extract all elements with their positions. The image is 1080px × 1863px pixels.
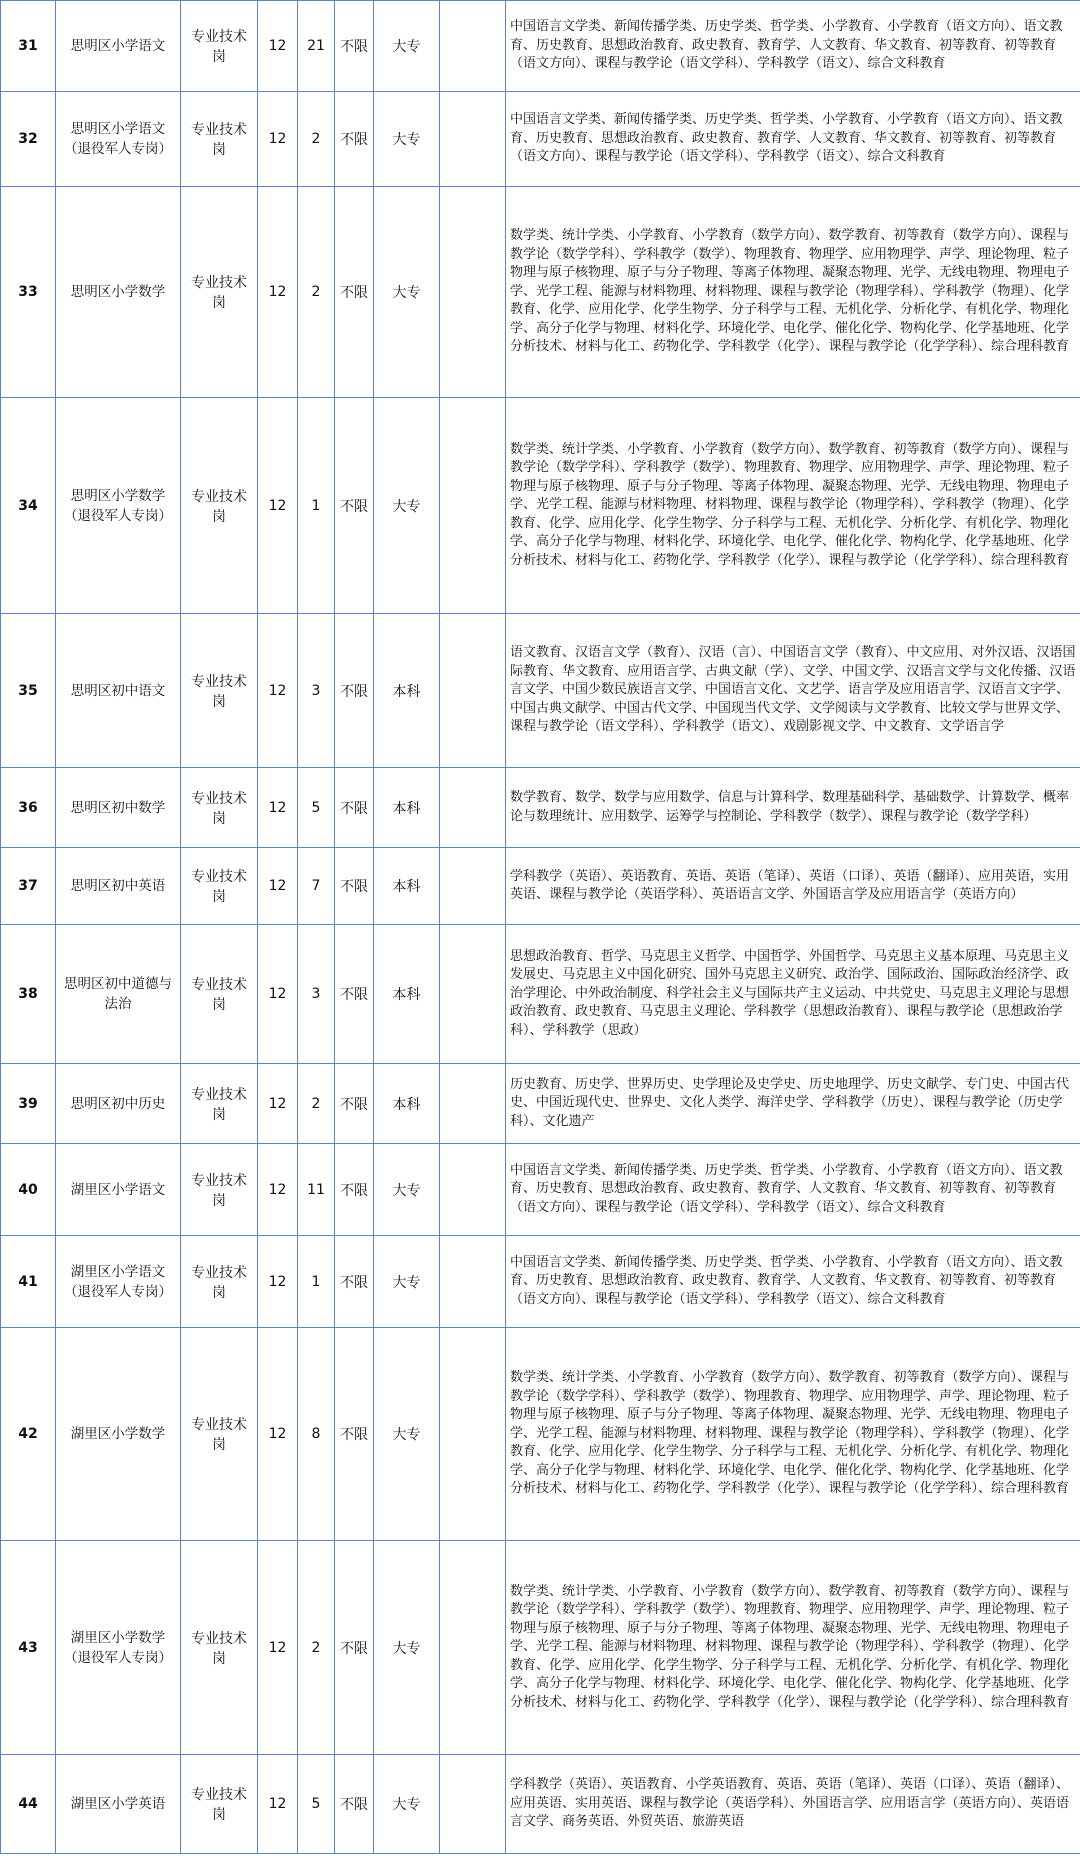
education-requirement: 本科 (374, 768, 440, 848)
row-number: 33 (1, 187, 56, 398)
position-name: 湖里区小学数学（退役军人专岗） (56, 1541, 181, 1755)
position-type: 专业技术岗 (181, 1064, 258, 1144)
position-grade: 12 (258, 1064, 298, 1144)
row-number: 40 (1, 1144, 56, 1236)
hiring-count: 1 (298, 398, 335, 614)
position-type: 专业技术岗 (181, 614, 258, 768)
row-number: 34 (1, 398, 56, 614)
table-row (1, 848, 1080, 925)
age-requirement: 不限 (335, 768, 374, 848)
position-type: 专业技术岗 (181, 1755, 258, 1854)
empty-cell (440, 1, 506, 92)
table-row (1, 1144, 1080, 1236)
position-type: 专业技术岗 (181, 848, 258, 925)
table-row (1, 614, 1080, 768)
empty-cell (440, 614, 506, 768)
age-requirement: 不限 (335, 1328, 374, 1541)
position-type: 专业技术岗 (181, 187, 258, 398)
empty-cell (440, 1541, 506, 1755)
row-number: 43 (1, 1541, 56, 1755)
age-requirement: 不限 (335, 1236, 374, 1328)
age-requirement: 不限 (335, 1, 374, 92)
major-requirements: 中国语言文学类、新闻传播学类、历史学类、哲学类、小学教育、小学教育（语文方向）、语文教育、历史教育、思想政治教育、政史教育、教育学、人文教育、华文教育、初等教育、初等教育（语文方向）、课程与教学论（语文学科）、学科教学（语文）、综合文科教育 (506, 1144, 1080, 1236)
row-number: 31 (1, 1, 56, 92)
table-row (1, 1755, 1080, 1854)
position-name: 思明区初中语文 (56, 614, 181, 768)
empty-cell (440, 1328, 506, 1541)
education-requirement: 本科 (374, 925, 440, 1064)
empty-cell (440, 1144, 506, 1236)
major-requirements: 中国语言文学类、新闻传播学类、历史学类、哲学类、小学教育、小学教育（语文方向）、语文教育、历史教育、思想政治教育、政史教育、教育学、人文教育、华文教育、初等教育、初等教育（语文方向）、课程与教学论（语文学科）、学科教学（语文）、综合文科教育 (506, 1, 1080, 92)
education-requirement: 本科 (374, 614, 440, 768)
hiring-count: 5 (298, 1755, 335, 1854)
major-requirements: 语文教育、汉语言文学（教育）、汉语（言）、中国语言文学（教育）、中文应用、对外汉语、汉语国际教育、华文教育、应用语言学、古典文献（学）、文学、中国文学、汉语言文学与文化传播、汉语言文学、中国少数民族语言文学、中国语言文化、文艺学、语言学及应用语言学、汉语言文字学、中国古典文献学、中国古代文学、中国现当代文学、文学阅读与文学教育、比较文学与世界文学、课程与教学论（语文学科）、学科教学（语文）、戏剧影视文学、中文教育、文学语言学 (506, 614, 1080, 768)
hiring-count: 2 (298, 1541, 335, 1755)
position-name: 湖里区小学数学 (56, 1328, 181, 1541)
major-requirements: 中国语言文学类、新闻传播学类、历史学类、哲学类、小学教育、小学教育（语文方向）、语文教育、历史教育、思想政治教育、政史教育、教育学、人文教育、华文教育、初等教育、初等教育（语文方向）、课程与教学论（语文学科）、学科教学（语文）、综合文科教育 (506, 92, 1080, 187)
position-name: 湖里区小学语文（退役军人专岗） (56, 1236, 181, 1328)
position-name: 湖里区小学英语 (56, 1755, 181, 1854)
empty-cell (440, 1236, 506, 1328)
empty-cell (440, 187, 506, 398)
major-requirements: 学科教学（英语）、英语教育、英语、英语（笔译）、英语（口译）、英语（翻译）、应用英语，实用英语、课程与教学论（英语学科）、英语语言文学、外国语言学及应用语言学（英语方向） (506, 848, 1080, 925)
position-name: 思明区小学语文（退役军人专岗） (56, 92, 181, 187)
row-number: 36 (1, 768, 56, 848)
education-requirement: 大专 (374, 187, 440, 398)
hiring-count: 7 (298, 848, 335, 925)
position-name: 思明区小学语文 (56, 1, 181, 92)
table-row (1, 187, 1080, 398)
position-name: 思明区初中道德与法治 (56, 925, 181, 1064)
position-grade: 12 (258, 1236, 298, 1328)
table-body (1, 1, 1080, 1854)
empty-cell (440, 398, 506, 614)
age-requirement: 不限 (335, 1144, 374, 1236)
hiring-count: 3 (298, 614, 335, 768)
table-row (1, 768, 1080, 848)
position-type: 专业技术岗 (181, 1236, 258, 1328)
table-row (1, 1, 1080, 92)
position-grade: 12 (258, 614, 298, 768)
empty-cell (440, 925, 506, 1064)
hiring-count: 5 (298, 768, 335, 848)
age-requirement: 不限 (335, 1541, 374, 1755)
row-number: 38 (1, 925, 56, 1064)
empty-cell (440, 1064, 506, 1144)
row-number: 37 (1, 848, 56, 925)
age-requirement: 不限 (335, 187, 374, 398)
hiring-count: 2 (298, 1064, 335, 1144)
table-row (1, 1064, 1080, 1144)
row-number: 41 (1, 1236, 56, 1328)
position-grade: 12 (258, 398, 298, 614)
hiring-count: 2 (298, 92, 335, 187)
education-requirement: 大专 (374, 1236, 440, 1328)
major-requirements: 数学类、统计学类、小学教育、小学教育（数学方向）、数学教育、初等教育（数学方向）、课程与教学论（数学学科）、学科教学（数学）、物理教育、物理学、应用物理学、声学、理论物理、粒子物理与原子核物理、原子与分子物理、等离子体物理、凝聚态物理、光学、无线电物理、物理电子学、光学工程、能源与材料物理、材料物理、课程与教学论（物理学科）、学科教学（物理）、化学教育、化学、应用化学、化学生物学、分子科学与工程、无机化学、分析化学、有机化学、物理化学、高分子化学与物理、材料化学、环境化学、电化学、催化化学、物构化学、化学基地班、化学分析技术、材料与化工、药物化学、学科教学（化学）、课程与教学论（化学学科）、综合理科教育 (506, 1328, 1080, 1541)
major-requirements: 数学类、统计学类、小学教育、小学教育（数学方向）、数学教育、初等教育（数学方向）、课程与教学论（数学学科）、学科教学（数学）、物理教育、物理学、应用物理学、声学、理论物理、粒子物理与原子核物理、原子与分子物理、等离子体物理、凝聚态物理、光学、无线电物理、物理电子学、光学工程、能源与材料物理、材料物理、课程与教学论（物理学科）、学科教学（物理）、化学教育、化学、应用化学、化学生物学、分子科学与工程、无机化学、分析化学、有机化学、物理化学、高分子化学与物理、材料化学、环境化学、电化学、催化化学、物构化学、化学基地班、化学分析技术、材料与化工、药物化学、学科教学（化学）、课程与教学论（化学学科）、综合理科教育 (506, 398, 1080, 614)
major-requirements: 数学教育、数学、数学与应用数学、信息与计算科学、数理基础科学、基础数学、计算数学、概率论与数理统计、应用数学、运筹学与控制论、学科教学（数学）、课程与教学论（数学学科） (506, 768, 1080, 848)
row-number: 44 (1, 1755, 56, 1854)
age-requirement: 不限 (335, 848, 374, 925)
age-requirement: 不限 (335, 92, 374, 187)
education-requirement: 大专 (374, 398, 440, 614)
major-requirements: 思想政治教育、哲学、马克思主义哲学、中国哲学、外国哲学、马克思主义基本原理、马克思主义发展史、马克思主义中国化研究、国外马克思主义研究、政治学、国际政治、国际政治经济学、政治学理论、中外政治制度、科学社会主义与国际共产主义运动、中共党史、马克思主义理论与思想政治教育、政史教育、马克思主义理论、学科教学（思想政治教育）、课程与教学论（思想政治学科）、学科教学（思政） (506, 925, 1080, 1064)
position-name: 思明区初中英语 (56, 848, 181, 925)
position-grade: 12 (258, 1755, 298, 1854)
position-grade: 12 (258, 768, 298, 848)
empty-cell (440, 848, 506, 925)
empty-cell (440, 1755, 506, 1854)
position-name: 思明区小学数学 (56, 187, 181, 398)
hiring-count: 2 (298, 187, 335, 398)
position-name: 思明区小学数学（退役军人专岗） (56, 398, 181, 614)
major-requirements: 历史教育、历史学、世界历史、史学理论及史学史、历史地理学、历史文献学、专门史、中国古代史、中国近现代史、世界史、文化人类学、海洋史学、学科教学（历史）、课程与教学论（历史学科）、文化遗产 (506, 1064, 1080, 1144)
empty-cell (440, 92, 506, 187)
age-requirement: 不限 (335, 1755, 374, 1854)
major-requirements: 数学类、统计学类、小学教育、小学教育（数学方向）、数学教育、初等教育（数学方向）、课程与教学论（数学学科）、学科教学（数学）、物理教育、物理学、应用物理学、声学、理论物理、粒子物理与原子核物理、原子与分子物理、等离子体物理、凝聚态物理、光学、无线电物理、物理电子学、光学工程、能源与材料物理、材料物理、课程与教学论（物理学科）、学科教学（物理）、化学教育、化学、应用化学、化学生物学、分子科学与工程、无机化学、分析化学、有机化学、物理化学、高分子化学与物理、材料化学、环境化学、电化学、催化化学、物构化学、化学基地班、化学分析技术、材料与化工、药物化学、学科教学（化学）、课程与教学论（化学学科）、综合理科教育 (506, 187, 1080, 398)
hiring-count: 8 (298, 1328, 335, 1541)
position-type: 专业技术岗 (181, 925, 258, 1064)
education-requirement: 大专 (374, 92, 440, 187)
education-requirement: 本科 (374, 1064, 440, 1144)
age-requirement: 不限 (335, 398, 374, 614)
position-type: 专业技术岗 (181, 768, 258, 848)
major-requirements: 学科教学（英语）、英语教育、小学英语教育、英语、英语（笔译）、英语（口译）、英语（翻译）、应用英语、实用英语、课程与教学论（英语学科）、外国语言学、应用语言学（英语方向）、英语语言文学、商务英语、外贸英语、旅游英语 (506, 1755, 1080, 1854)
position-grade: 12 (258, 1, 298, 92)
position-grade: 12 (258, 187, 298, 398)
position-type: 专业技术岗 (181, 1144, 258, 1236)
position-grade: 12 (258, 1328, 298, 1541)
position-grade: 12 (258, 1144, 298, 1236)
education-requirement: 大专 (374, 1755, 440, 1854)
education-requirement: 本科 (374, 848, 440, 925)
position-grade: 12 (258, 848, 298, 925)
age-requirement: 不限 (335, 614, 374, 768)
position-type: 专业技术岗 (181, 92, 258, 187)
position-grade: 12 (258, 92, 298, 187)
position-name: 思明区初中历史 (56, 1064, 181, 1144)
table-row (1, 1236, 1080, 1328)
education-requirement: 大专 (374, 1541, 440, 1755)
position-type: 专业技术岗 (181, 1, 258, 92)
position-type: 专业技术岗 (181, 1541, 258, 1755)
position-type: 专业技术岗 (181, 398, 258, 614)
hiring-count: 1 (298, 1236, 335, 1328)
table-row (1, 1328, 1080, 1541)
table-row (1, 1541, 1080, 1755)
row-number: 42 (1, 1328, 56, 1541)
row-number: 35 (1, 614, 56, 768)
row-number: 39 (1, 1064, 56, 1144)
table-row (1, 925, 1080, 1064)
position-grade: 12 (258, 1541, 298, 1755)
education-requirement: 大专 (374, 1, 440, 92)
hiring-count: 21 (298, 1, 335, 92)
row-number: 32 (1, 92, 56, 187)
position-name: 思明区初中数学 (56, 768, 181, 848)
empty-cell (440, 768, 506, 848)
table-row (1, 398, 1080, 614)
major-requirements: 数学类、统计学类、小学教育、小学教育（数学方向）、数学教育、初等教育（数学方向）、课程与教学论（数学学科）、学科教学（数学）、物理教育、物理学、应用物理学、声学、理论物理、粒子物理与原子核物理、原子与分子物理、等离子体物理、凝聚态物理、光学、无线电物理、物理电子学、光学工程、能源与材料物理、材料物理、课程与教学论（物理学科）、学科教学（物理）、化学教育、化学、应用化学、化学生物学、分子科学与工程、无机化学、分析化学、有机化学、物理化学、高分子化学与物理、材料化学、环境化学、电化学、催化化学、物构化学、化学基地班、化学分析技术、材料与化工、药物化学、学科教学（化学）、课程与教学论（化学学科）、综合理科教育 (506, 1541, 1080, 1755)
position-type: 专业技术岗 (181, 1328, 258, 1541)
hiring-count: 11 (298, 1144, 335, 1236)
table-row (1, 92, 1080, 187)
position-name: 湖里区小学语文 (56, 1144, 181, 1236)
age-requirement: 不限 (335, 925, 374, 1064)
education-requirement: 大专 (374, 1144, 440, 1236)
age-requirement: 不限 (335, 1064, 374, 1144)
hiring-count: 3 (298, 925, 335, 1064)
major-requirements: 中国语言文学类、新闻传播学类、历史学类、哲学类、小学教育、小学教育（语文方向）、语文教育、历史教育、思想政治教育、政史教育、教育学、人文教育、华文教育、初等教育、初等教育（语文方向）、课程与教学论（语文学科）、学科教学（语文）、综合文科教育 (506, 1236, 1080, 1328)
education-requirement: 大专 (374, 1328, 440, 1541)
position-grade: 12 (258, 925, 298, 1064)
